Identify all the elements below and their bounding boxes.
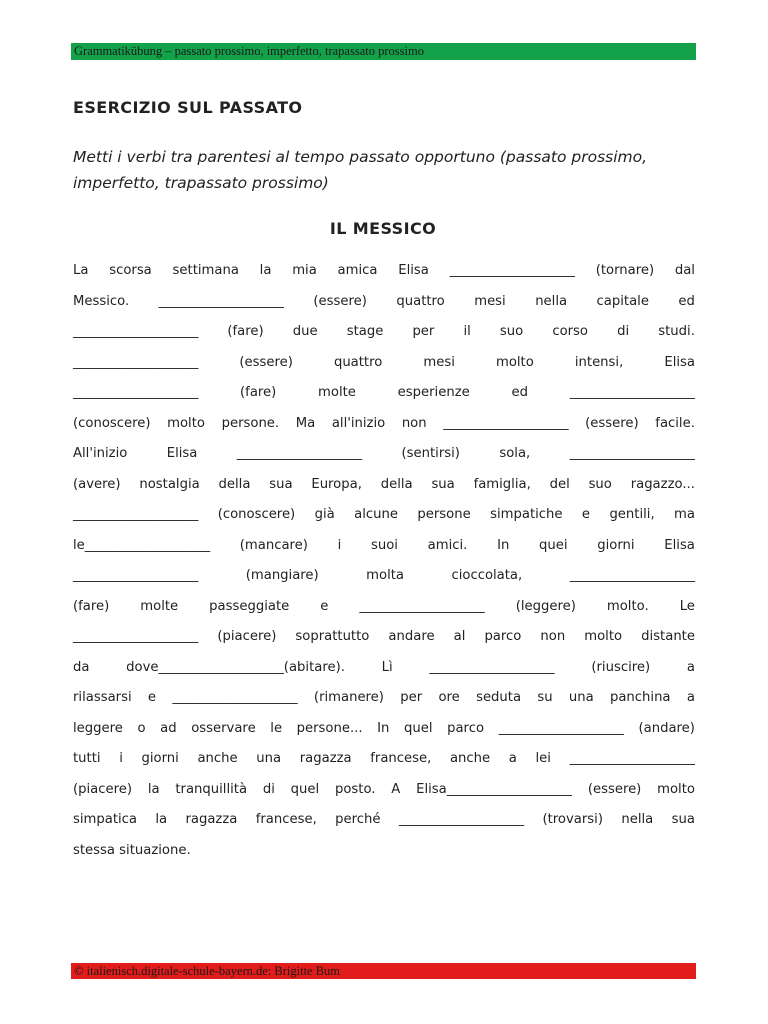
- story-word: ragazza: [185, 812, 238, 827]
- story-word: Europa,: [311, 476, 362, 492]
- story-line: [73, 836, 695, 867]
- blank-field[interactable]: ___________________: [236, 446, 363, 461]
- story-word: ragazza: [299, 751, 352, 766]
- story-word: nella: [621, 812, 654, 827]
- story-line: [73, 592, 695, 623]
- footer-text: © italienisch.digitale-schule-bayern.de: Brigitte Bum: [74, 964, 341, 978]
- story-word: quel: [290, 781, 320, 797]
- story-word: panchina: [609, 690, 671, 705]
- story-word: e: [147, 690, 157, 705]
- story-line: [73, 470, 695, 501]
- story-word: e: [320, 598, 329, 614]
- story-word: i: [119, 751, 123, 766]
- story-word: molto: [495, 354, 534, 370]
- story-word: di: [262, 781, 275, 797]
- story-word: non: [401, 415, 427, 431]
- story-word: simpatica: [73, 812, 137, 827]
- story-word: per: [412, 324, 435, 339]
- story-word: studi.: [658, 324, 695, 339]
- story-word: facile.: [655, 415, 695, 431]
- story-word: (rimanere): [313, 690, 384, 705]
- header-text: Grammatikübung – passato prossimo, imperfetto, trapassato prossimo: [74, 44, 424, 58]
- story-word: persone...: [296, 720, 363, 736]
- story-word: corso: [552, 324, 588, 339]
- story-word: sua: [671, 812, 695, 827]
- story-word: una: [568, 690, 594, 705]
- story-word: nella: [535, 293, 568, 309]
- story-word: amici.: [427, 537, 468, 553]
- story-word: suo: [499, 324, 524, 339]
- story-word: sua: [269, 476, 293, 492]
- blank-field[interactable]: ___________________: [359, 598, 485, 614]
- story-word: osservare: [191, 720, 256, 736]
- story-word: capitale: [596, 293, 649, 309]
- exercise-title: ESERCIZIO SUL PASSATO: [73, 98, 303, 117]
- story-word: i: [337, 537, 342, 553]
- story-word: giorni: [597, 537, 635, 553]
- story-word: del: [549, 476, 570, 492]
- story-word: (mangiare): [245, 568, 319, 583]
- story-word: Messico.: [73, 293, 130, 309]
- story-word: (conoscere): [73, 415, 151, 431]
- blank-field[interactable]: ___________________: [429, 659, 555, 675]
- story-line: [73, 744, 695, 775]
- story-word: quei: [539, 537, 568, 553]
- story-word: soprattutto: [295, 629, 370, 644]
- story-word: posto.: [334, 781, 376, 797]
- story-word: seduta: [476, 690, 522, 705]
- story-word: (fare): [73, 598, 110, 614]
- blank-field[interactable]: ___________________: [569, 385, 695, 400]
- story-word: (mancare): [239, 537, 308, 553]
- blank-field[interactable]: le___________________: [73, 537, 211, 553]
- story-word: (fare): [240, 385, 277, 400]
- story-line: [73, 622, 695, 653]
- story-word: molto.: [606, 598, 649, 614]
- story-word: perché: [335, 812, 381, 827]
- story-word: stage: [346, 324, 384, 339]
- story-line: [73, 348, 695, 379]
- story-word: scorsa: [109, 263, 152, 278]
- story-word: (essere): [239, 354, 293, 370]
- story-word: (piacere): [217, 629, 277, 644]
- story-word: In: [377, 720, 390, 736]
- story-word: alcune: [354, 507, 398, 522]
- story-word: (sentirsi): [401, 446, 460, 461]
- story-word: (conoscere): [217, 507, 296, 522]
- story-line: [73, 714, 695, 745]
- story-word: (fare): [227, 324, 264, 339]
- story-line: [73, 256, 695, 287]
- story-word: dal: [674, 263, 695, 278]
- story-line: [73, 805, 695, 836]
- story-word: ad: [160, 720, 177, 736]
- story-word: Elisa: [664, 354, 695, 370]
- story-word: quattro: [333, 354, 383, 370]
- story-word: mesi: [423, 354, 455, 370]
- story-word: persone: [417, 507, 471, 522]
- blank-field[interactable]: ___________________: [443, 415, 569, 431]
- story-word: per: [400, 690, 423, 705]
- story-word: (trovarsi): [542, 812, 603, 827]
- story-word: Le: [679, 598, 695, 614]
- blank-field[interactable]: dove___________________(abitare).: [126, 659, 345, 675]
- story-word: la: [155, 812, 168, 827]
- story-word: (essere): [587, 781, 642, 797]
- story-word: ma: [674, 507, 695, 522]
- story-word: leggere: [73, 720, 123, 736]
- story-word: (piacere): [73, 781, 133, 797]
- story-word: molte: [318, 385, 356, 400]
- blank-field[interactable]: ___________________: [73, 629, 199, 644]
- story-word: sola,: [499, 446, 531, 461]
- story-word: settimana: [172, 263, 239, 278]
- story-line: [73, 439, 695, 470]
- story-line: [73, 531, 695, 562]
- story-word: suoi: [371, 537, 398, 553]
- story-word: ed: [678, 293, 695, 309]
- blank-field[interactable]: Elisa___________________: [416, 781, 573, 797]
- story-word: molta: [366, 568, 404, 583]
- story-line: [73, 683, 695, 714]
- story-word: (essere): [585, 415, 639, 431]
- story-word: ore: [438, 690, 460, 705]
- story-word: non: [540, 629, 566, 644]
- story-word: giorni: [141, 751, 179, 766]
- story-word: tutti: [73, 751, 101, 766]
- story-word: (riuscire): [591, 659, 651, 675]
- story-line: [73, 653, 695, 684]
- story-word: rilassarsi: [73, 690, 132, 705]
- story-line: [73, 287, 695, 318]
- story-word: In: [497, 537, 510, 553]
- story-line: [73, 500, 695, 531]
- story-word: il: [463, 324, 471, 339]
- story-word: due: [292, 324, 318, 339]
- story-word: (andare): [638, 720, 695, 736]
- exercise-instructions: Metti i verbi tra parentesi al tempo passato opportuno (passato prossimo, imperfetto, trapassato prossimo): [73, 148, 648, 192]
- story-word: intensi,: [574, 354, 624, 370]
- story-word: della: [218, 476, 251, 492]
- story-word: molto: [657, 781, 695, 797]
- story-word: anche: [197, 751, 238, 766]
- story-title: IL MESSICO: [329, 219, 437, 238]
- blank-field[interactable]: ___________________: [158, 293, 284, 309]
- story-word: quel: [404, 720, 433, 736]
- blank-field[interactable]: ___________________: [498, 720, 624, 736]
- footer-bar: [71, 963, 696, 979]
- story-word: famiglia,: [473, 476, 531, 492]
- story-word: cioccolata,: [451, 568, 523, 583]
- story-word: (avere): [73, 476, 121, 492]
- story-word: (tornare): [595, 263, 655, 278]
- story-word: quattro: [396, 293, 445, 309]
- story-text: [73, 256, 695, 866]
- story-word: Elisa: [166, 446, 198, 461]
- blank-field[interactable]: ___________________: [73, 507, 199, 522]
- story-word: lei: [535, 751, 551, 766]
- story-word: ed: [511, 385, 528, 400]
- blank-field[interactable]: ___________________: [172, 690, 298, 705]
- blank-field[interactable]: ___________________: [73, 385, 199, 400]
- story-word: parco: [447, 720, 485, 736]
- blank-field[interactable]: ___________________: [569, 568, 695, 583]
- story-word: esperienze: [397, 385, 470, 400]
- story-word: a: [686, 659, 695, 675]
- story-word: su: [537, 690, 553, 705]
- story-word: al: [453, 629, 466, 644]
- story-word: la: [147, 781, 160, 797]
- story-word: Ma: [295, 415, 316, 431]
- story-line: [73, 775, 695, 806]
- story-word: ragazzo...: [630, 476, 695, 492]
- story-word: (essere): [313, 293, 367, 309]
- story-word: gentili,: [609, 507, 655, 522]
- story-word: andare: [388, 629, 435, 644]
- story-word: sua: [431, 476, 455, 492]
- story-word: all'inizio: [331, 415, 386, 431]
- story-word: e: [581, 507, 591, 522]
- story-word: nostalgia: [139, 476, 200, 492]
- story-word: da: [73, 659, 90, 675]
- story-word: la: [259, 263, 272, 278]
- story-word: molte: [140, 598, 179, 614]
- story-word: amica: [337, 263, 378, 278]
- story-word: persone.: [221, 415, 280, 431]
- story-word: di: [617, 324, 630, 339]
- story-word: anche: [449, 751, 491, 766]
- blank-field[interactable]: ___________________: [398, 812, 525, 827]
- story-word: molto: [584, 629, 623, 644]
- story-word: simpatiche: [490, 507, 563, 522]
- story-word: distante: [641, 629, 695, 644]
- story-word: La: [73, 263, 89, 278]
- blank-field[interactable]: ___________________: [73, 324, 199, 339]
- blank-field[interactable]: ___________________: [569, 751, 695, 766]
- story-word: stessa situazione.: [73, 842, 191, 858]
- story-word: tranquillità: [175, 781, 248, 797]
- story-word: o: [137, 720, 146, 736]
- story-word: parco: [484, 629, 522, 644]
- story-word: Elisa: [398, 263, 429, 278]
- blank-field[interactable]: ___________________: [73, 354, 199, 370]
- story-word: mia: [292, 263, 317, 278]
- story-word: a: [686, 690, 695, 705]
- story-line: [73, 378, 695, 409]
- blank-field[interactable]: ___________________: [449, 263, 575, 278]
- header-bar: [71, 43, 696, 60]
- story-word: le: [270, 720, 283, 736]
- story-line: [73, 317, 695, 348]
- story-word: A: [391, 781, 401, 797]
- story-word: francese,: [370, 751, 432, 766]
- story-word: All'inizio: [73, 446, 128, 461]
- story-word: già: [314, 507, 335, 522]
- story-line: [73, 561, 695, 592]
- blank-field[interactable]: ___________________: [569, 446, 695, 461]
- story-word: Lì: [381, 659, 393, 675]
- story-word: mesi: [474, 293, 506, 309]
- story-word: francese,: [255, 812, 317, 827]
- story-word: Elisa: [664, 537, 695, 553]
- blank-field[interactable]: ___________________: [73, 568, 199, 583]
- story-word: passeggiate: [209, 598, 290, 614]
- story-line: [73, 409, 695, 440]
- story-word: (leggere): [515, 598, 576, 614]
- story-word: suo: [588, 476, 612, 492]
- story-word: una: [256, 751, 282, 766]
- story-word: molto: [167, 415, 205, 431]
- story-word: a: [508, 751, 517, 766]
- story-word: della: [380, 476, 413, 492]
